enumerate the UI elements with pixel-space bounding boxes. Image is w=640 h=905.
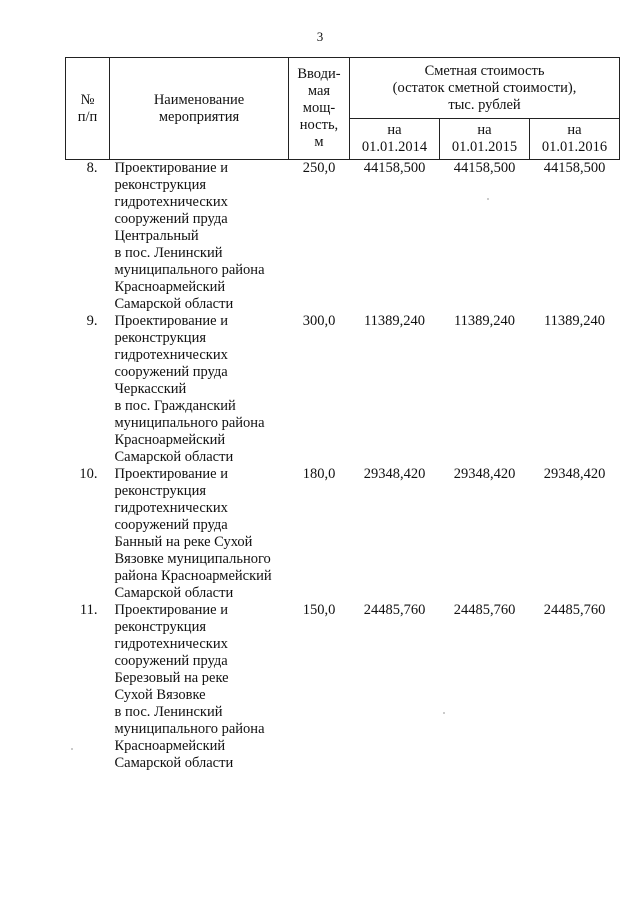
activity-name-line: в пос. Ленинский [114,245,223,261]
row-capacity: 300,0 [302,313,336,329]
table-row [66,313,620,466]
activity-name-line: муниципального района [114,721,265,737]
activity-name-line: сооружений пруда [114,364,228,380]
activity-name-line: Самарской области [114,296,234,312]
activity-name-line: Черкасский [114,381,187,397]
activity-name-line: муниципального района [114,262,265,278]
header-date-2015: на 01.01.2015 [440,119,530,160]
header-date-2014: на 01.01.2014 [350,119,440,160]
row-cost-2015: 29348,420 [453,466,516,482]
row-cost-2015: 44158,500 [453,160,516,176]
activity-name-line: Центральный [114,228,199,244]
activity-name-line: в пос. Ленинский [114,704,223,720]
activity-name-line: гидротехнических [114,500,228,516]
row-capacity: 150,0 [302,602,336,618]
activity-name-line: Красноармейский [114,738,226,754]
header-num: № п/п [66,58,110,160]
scan-speck [443,712,445,714]
row-cost-2016: 44158,500 [543,160,606,176]
header-capacity: Вводи- мая мощ- ность, м [289,58,350,160]
row-cost-2014: 24485,760 [363,602,426,618]
activity-name-line: муниципального района [114,415,265,431]
estimate-table [65,57,620,772]
row-capacity: 250,0 [302,160,336,176]
row-cost-2016: 11389,240 [543,313,606,329]
row-number: 10. [79,466,98,482]
activity-name-line: Самарской области [114,449,234,465]
row-activity-name [110,313,289,466]
row-cost-2014: 29348,420 [363,466,426,482]
activity-name-line: реконструкция [114,483,206,499]
activity-name-line: гидротехнических [114,636,228,652]
table-row [66,602,620,772]
activity-name-line: в пос. Гражданский [114,398,236,414]
activity-name-line: Березовый на реке [114,670,229,686]
row-cost-2015: 11389,240 [453,313,516,329]
row-cost-2016: 24485,760 [543,602,606,618]
table-body [66,160,620,773]
activity-name-line: Самарской области [114,585,234,601]
row-cost-2014: 44158,500 [363,160,426,176]
row-number: 11. [79,602,98,618]
activity-name-line: Банный на реке Сухой [114,534,253,550]
row-activity-name [110,466,289,602]
activity-name-line: сооружений пруда [114,653,228,669]
page-number: 3 [316,29,324,44]
activity-name-line: Сухой Вязовке [114,687,206,703]
table-row [66,466,620,602]
activity-name-line: сооружений пруда [114,517,228,533]
activity-name-line: Красноармейский [114,279,226,295]
header-date-2016: на 01.01.2016 [530,119,620,160]
scan-speck [71,748,73,750]
row-number: 8. [86,160,98,176]
row-activity-name [110,602,289,772]
row-capacity: 180,0 [302,466,336,482]
scan-speck [487,198,489,200]
header-cost-title: Сметная стоимость (остаток сметной стоимости), тыс. рублей [350,58,620,119]
row-activity-name [110,160,289,314]
table-row [66,160,620,314]
header-name: Наименование мероприятия [110,58,289,160]
table-header [66,58,620,160]
activity-name-line: реконструкция [114,177,206,193]
activity-name-line: реконструкция [114,619,206,635]
activity-name-line: гидротехнических [114,194,228,210]
activity-name-line: Проектирование и [114,602,228,618]
activity-name-line: реконструкция [114,330,206,346]
activity-name-line: гидротехнических [114,347,228,363]
row-number: 9. [86,313,98,329]
row-cost-2016: 29348,420 [543,466,606,482]
activity-name-line: Проектирование и [114,466,228,482]
activity-name-line: Красноармейский [114,432,226,448]
activity-name-line: района Красноармейский [114,568,272,584]
activity-name-line: Самарской области [114,755,234,771]
row-cost-2014: 11389,240 [363,313,426,329]
activity-name-line: Проектирование и [114,160,228,176]
row-cost-2015: 24485,760 [453,602,516,618]
activity-name-line: Проектирование и [114,313,228,329]
activity-name-line: сооружений пруда [114,211,228,227]
activity-name-line: Вязовке муниципального [114,551,271,567]
